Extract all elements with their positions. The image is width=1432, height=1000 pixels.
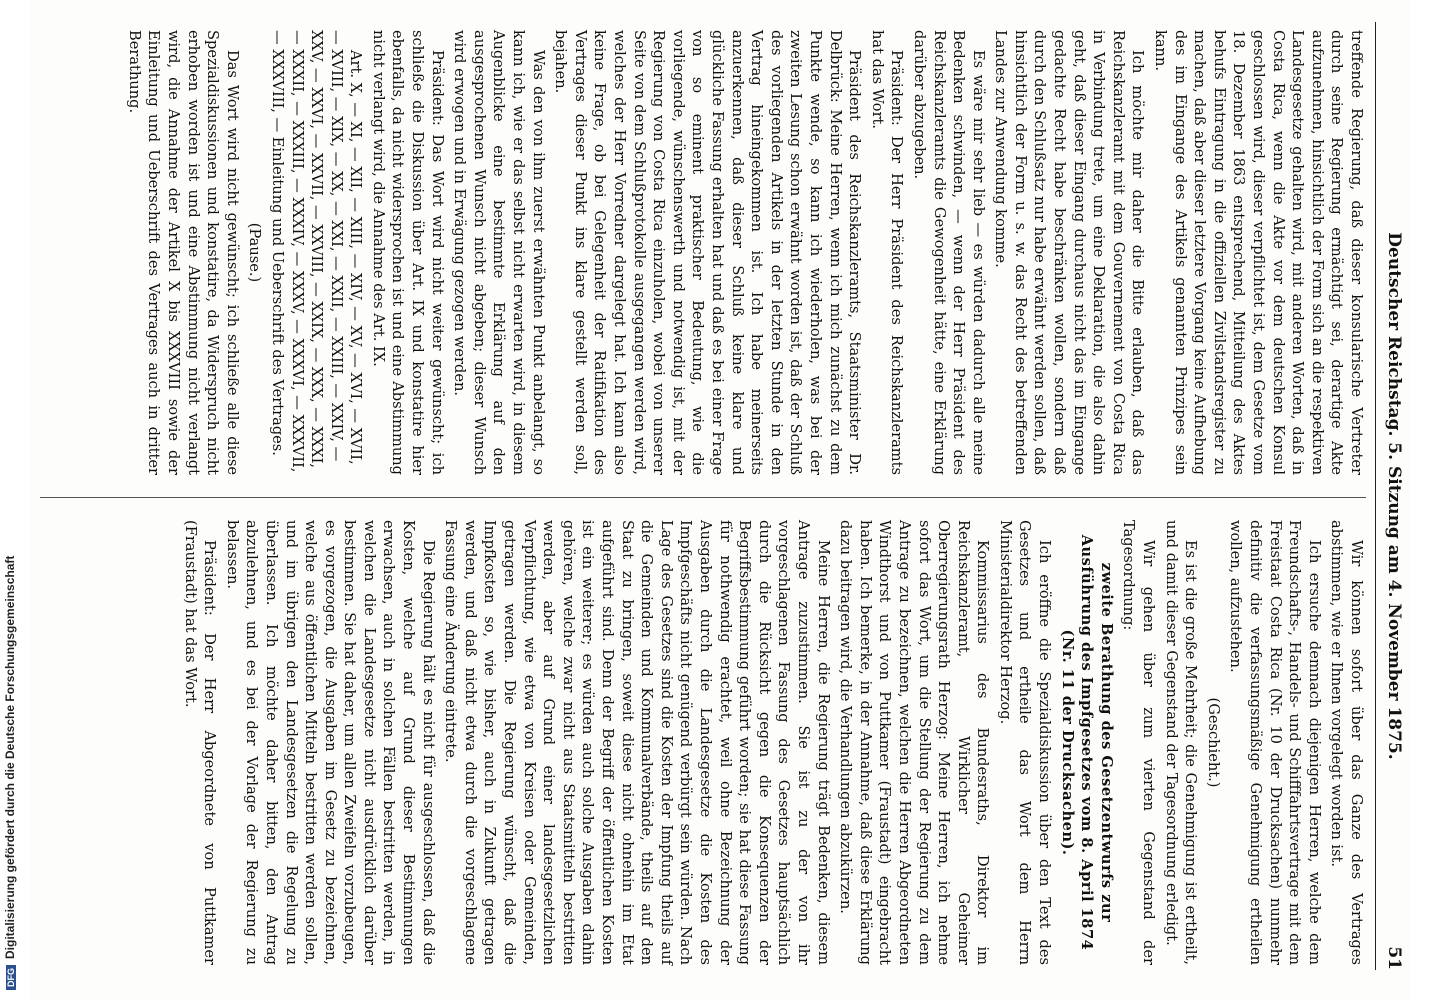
paragraph: Es ist die große Mehrheit; die Genehmigung ist ertheilt, und damit dieser Gegenstand der Tagesordnung erledigt. [1162, 520, 1200, 965]
paragraph: treffende Regierung, daß dieser konsularische Vertreter durch seine Regierung ermächtigt sei, derartige Akte aufzunehmen, hinsichtlich der Form sich an die respektiven Landesgesetze gehalten wird, mit anderen Worten, daß in Costa Rica, wenn die Akte vor dem deutschen Konsul geschlossen wird, dieser verpflichtet ist, dem Gesetze vom 18. Dezember 1863 entsprechend, Mitteilung des Aktes behufs Eintragung in die offiziellen Zivilstandsregister zu machen, daß aber dieser letztere Vorgang keine Aufhebung des im Eingange des Artikels genannten Prinzipes sein kann. [1152, 30, 1365, 475]
paragraph: Ich ersuche demnach diejenigen Herren, welche dem Freundschafts-, Handels- und Schifffahrtsvertrage mit dem Freistaat Costa Rica (Nr. 10 der Drucksachen) nunmehr definitiv die verfassungsmäßige Genehmigung ertheilen wollen, aufzustehen. [1227, 520, 1323, 965]
paragraph: Wir können sofort über das Ganze des Vertrages abstimmen, wie er Ihnen vorgelegt worden ist. [1328, 520, 1365, 965]
header-rule [1375, 22, 1376, 970]
paragraph: Wir gehen über zum vierten Gegenstand der Tagesordnung: [1120, 520, 1158, 965]
funding-note [3, 10, 19, 990]
speaker-paragraph: Präsident: Der Herr Abgeordnete von Puttkamer (Fraustadt) hat das Wort. [181, 520, 219, 965]
speech-paragraph: Präsident des Reichskanzleramts, Staatsminister Dr. Delbrück: Meine Herren, wenn ich mich zunächst zu dem Punkte wende, so kann ich wiederholen, was bei der zweiten Lesung schon erwähnt worden ist, daß der Schluß des vorliegenden Artikels in der letzten Stunde in den Vertrag hineingekommen ist. Ich habe meinerseits anzuerkennen, daß dieser Schluß keine klare und glückliche Fassung erhalten hat und daß es bei einer Frage von so eminent praktischer Bedeutung, wie die vorliegende, wünschenswerth und notwendig ist, mit der Regierung von Costa Rica einzuholen, wobei von unserer Seite von dem Schlußprotokolle ausgegangen werden wird, welches der Herr Vorredner dargelegt hat. Ich kann also keine Frage, ob bei Gelegenheit der Ratifikation des Vertrages dieser Punkt ins klare gestellt werden soll, bejahen. [552, 30, 864, 475]
paragraph: Es wäre mir sehr lieb — es würden dadurch alle meine Bedenken schwinden, — wenn der Herr Präsident des Reichskanzleramts die Gewogenheit hätte, eine Erklärung darüber abzugeben. [910, 30, 987, 475]
right-column [40, 520, 1366, 965]
column-divider [40, 497, 1366, 498]
rotated-document-page [30, 0, 1410, 1000]
agenda-item-heading: zweite Berathung des Gesetzentwurfs zur Ausführung des Impfgesetzes vom 8. April 1874 (Nr. 11 der Drucksachen). [1058, 534, 1115, 951]
speaker-paragraph: Präsident: Das Wort wird nicht weiter gewünscht; ich schließe die Diskussion über Art. IX und konstatire hier ebenfalls, da nicht widersprochen ist und eine Abstimmung nicht verlangt wird, die Annahme des Art. IX. [369, 30, 446, 475]
speaker-paragraph: Präsident: Der Herr Präsident des Reichskanzleramts hat das Wort. [868, 30, 906, 475]
footer-strip [0, 0, 22, 1000]
paragraph: Was den von ihm zuerst erwähnten Punkt anbelangt, so kann ich, wie er das selbst nicht erwarten wird, in diesem Augenblicke eine bestimmte Erklärung auf den ausgesprochenen Wunsch nicht abgeben; dieser Wunsch wird erwogen und in Erwägung gezogen werden. [451, 30, 547, 475]
speech-paragraph: Kommissarius des Bundesraths, Direktor im Reichskanzleramt, Wirklicher Geheimer Oberregierungsrath Herzog: Meine Herren, ich nehme sofort das Wort, um die Stellung der Regierung zu dem Antrage zu bezeichnen, welchen die Herren Abgeordneten Windthorst und von Puttkamer (Fraustadt) eingebracht haben. Ich bemerke, in der Annahme, daß diese Erklärung dazu beitragen wird, die Verhandlungen abzukürzen. [837, 520, 992, 965]
stage-direction: (Geschieht.) [1204, 697, 1222, 788]
paragraph: Ich eröffne die Spezialdiskussion über den Text des Gesetzes und ertheile das Wort dem Herrn Ministerialdirektor Herzog. [996, 520, 1054, 965]
paragraph: Die Regierung hält es nicht für ausgeschlossen, daß die Kosten, welche auf Grund dieser Bestimmungen erwachsen, auch in solchen Fällen bestritten werden, in welchen die Landesgesetze nicht ausdrücklich darüber bestimmen. Sie hat daher, um allen Zweifeln vorzubeugen, es vorgezogen, die Ausgaben im Gesetz zu bezeichnen, welche aus öffentlichen Mitteln bestritten werden sollen, und im übrigen den Landesgesetzen die Regelung zu überlassen. Ich möchte daher bitten, den Antrag abzulehnen, und es bei der Vorlage der Regierung zu belassen. [223, 520, 437, 965]
left-column [40, 30, 1366, 475]
funding-text: Digitalisierung gefördert durch die Deutsche Forschungsgemeinschaft [3, 555, 17, 959]
page-number: 51 [1384, 946, 1404, 970]
running-title: Deutscher Reichstag. 5. Sitzung am 4. November 1875. [1384, 232, 1404, 760]
dfg-logo: DFG [6, 965, 16, 990]
page-header [1378, 22, 1404, 970]
paragraph: Das Wort wird nicht gewünscht; ich schließe alle diese Spezialdiskussionen und konstatire, da Widerspruch nicht erhoben worden ist und eine Abstimmung nicht verlangt wird, die Annahme der Artikel X bis XXXVIII sowie der Einleitung und Ueberschrift des Vertrages auch in dritter Berathung. [125, 30, 241, 475]
article-list: Art. X, — XI, — XII, — XIII, — XIV, — XV, — XVI, — XVII, — XVIII, — XIX, — XX, — XXI, — XXII, — XXIII, — XXIV, — XXV, — XXVI, — XXVII, — XXVIII, — XXIX, — XXX, — XXXI, — XXXII, — XXXIII, — XXXIV, — XXXV, — XXXVI, — XXXVII, — XXXVIII, — Einleitung und Ueberschrift des Vertrages. [268, 30, 365, 473]
stage-direction: (Pause.) [246, 222, 264, 283]
paragraph: Ich möchte mir daher die Bitte erlauben, daß das Reichskanzleramt mit dem Gouvernement von Costa Rica in Verbindung trete, um eine Deklaration, die also dahin geht, daß dieser Eingang durchaus nicht das im Eingange gedachte Recht habe beschränken wollen, sondern daß durch den Schlußsatz nur habe erwähnt werden sollen, daß hinsichtlich der Form u. s. w. das Recht des betreffenden Landes zur Anwendung komme. [992, 30, 1147, 475]
paragraph: Meine Herren, die Regierung trägt Bedenken, diesem Antrage zuzustimmen. Sie ist zu der von ihr vorgeschlagenen Fassung des Gesetzes hauptsächlich durch die Rücksicht gegen die Konsequenzen der Begriffsbestimmung geführt worden; sie hat diese Fassung für nothwendig erachtet, weil ohne Bezeichnung der Ausgaben durch die Landesgesetze die Kosten des Impfgeschäfts nicht genügend verbürgt sein würden. Nach Lage des Gesetzes sind die Kosten der Impfung theils auf die Gemeinden und Kommunalverbände, theils auf den Staat zu bringen, soweit diese nicht ohnehin im Etat aufgeführt sind. Denn der Begriff der öffentlichen Kosten ist ein weiterer; es würden auch solche Ausgaben dahin gehören, welche zwar nicht aus Staatsmitteln bestritten werden, aber auf Grund einer landesgesetzlichen Verpflichtung, wie etwa von Kreisen oder Gemeinden, getragen werden. Die Regierung wünscht, daß die Impfkosten so, wie bisher, auch in Zukunft getragen werden, und daß nicht etwa durch die vorgeschlagene Fassung eine Änderung eintrete. [442, 520, 832, 965]
